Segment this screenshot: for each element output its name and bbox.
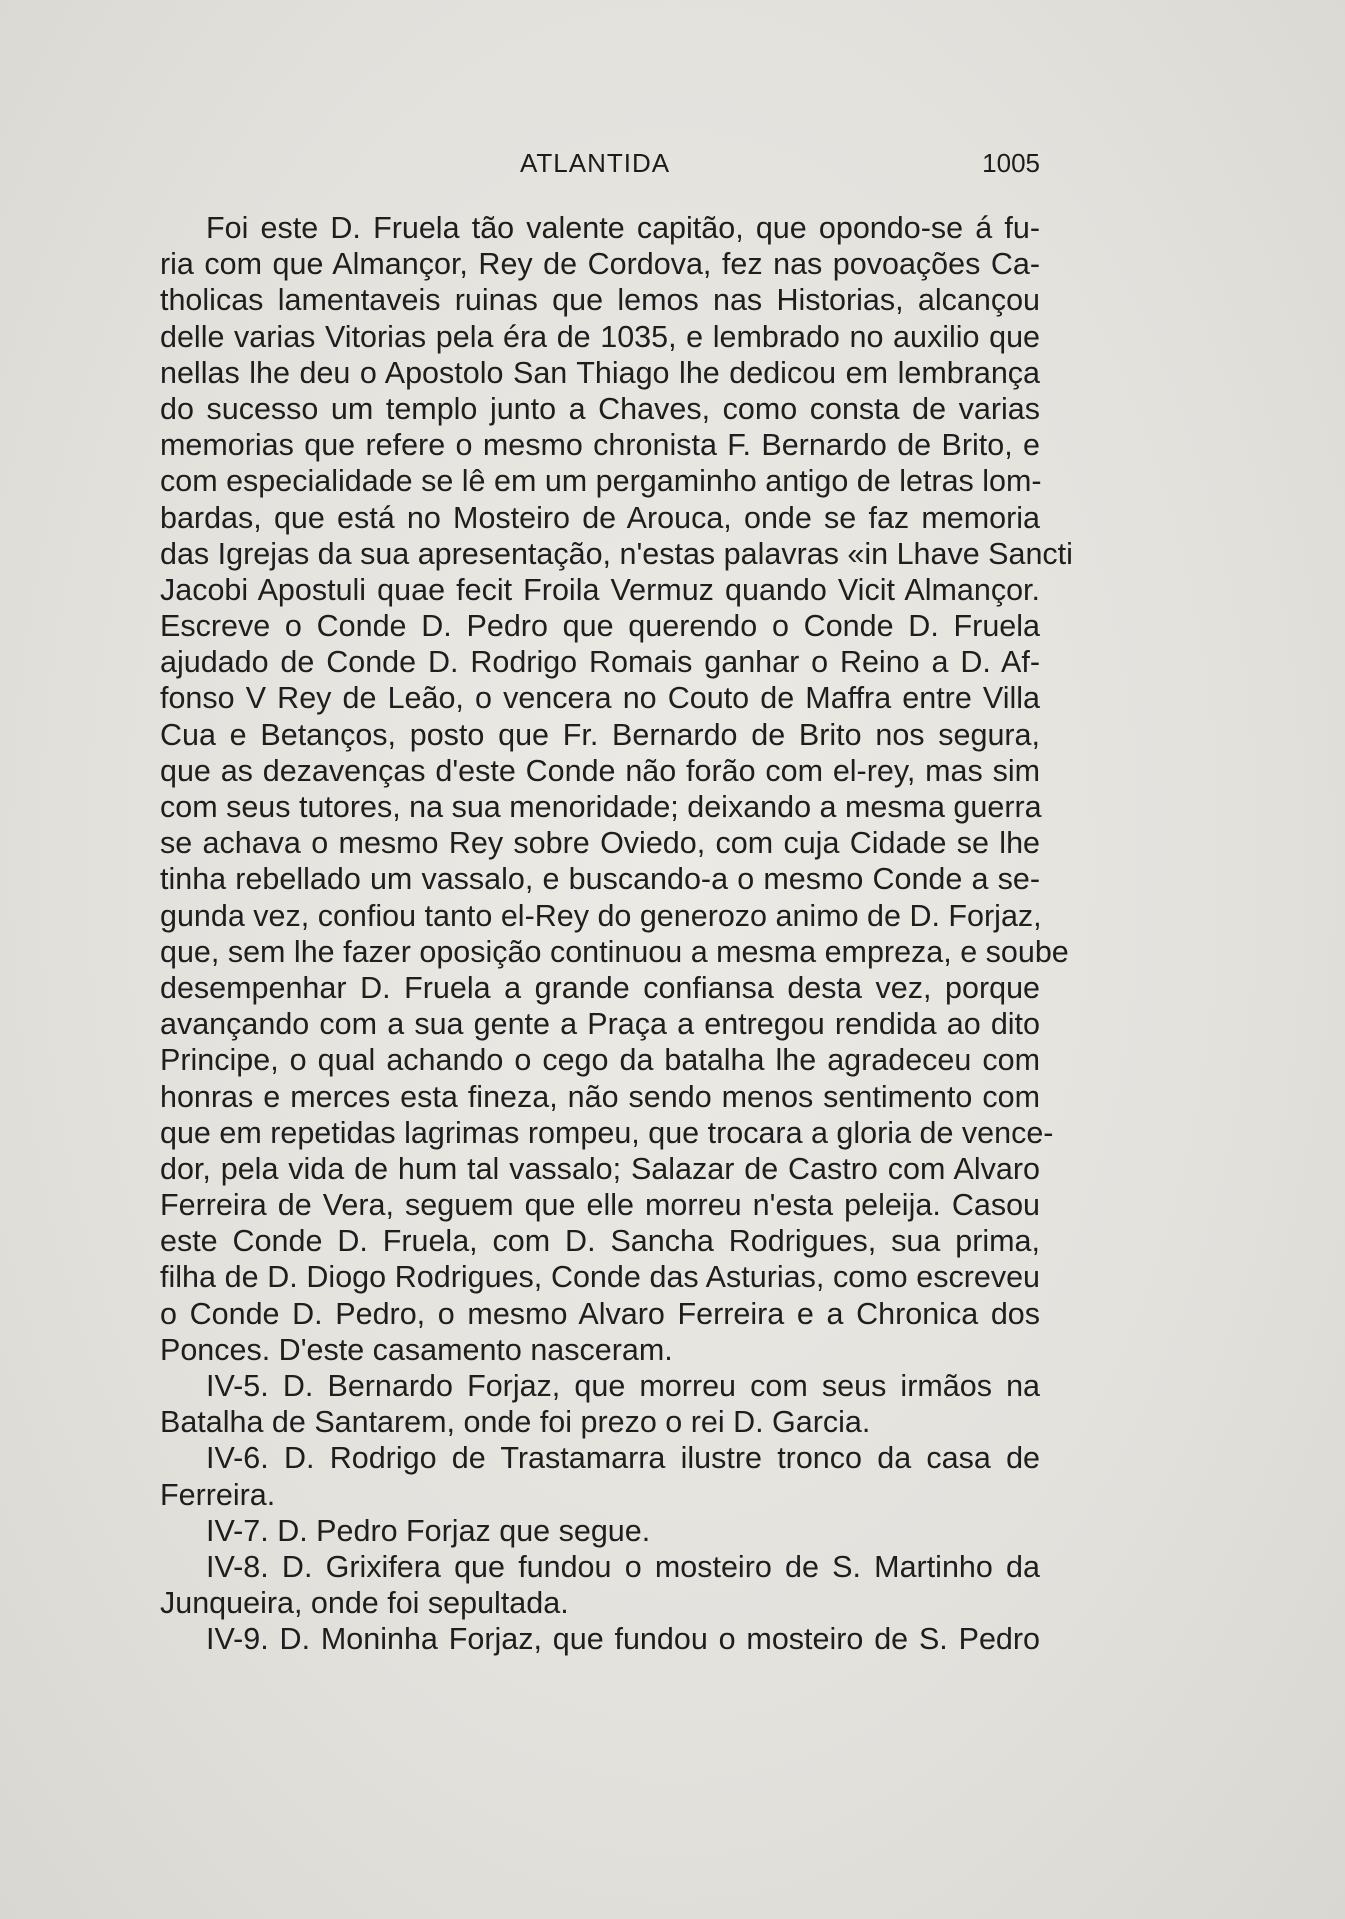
text-line: Junqueira, onde foi sepultada.: [160, 1586, 569, 1621]
text-line: desempenhar D. Fruela a grande confiansa desta vez, porque: [160, 970, 1040, 1005]
genealogy-entry: IV-8. D. Grixifera que fundou o mosteiro de S. Martinho da: [206, 1549, 1040, 1584]
text-line: que as dezavenças d'este Conde não forão com el-rey, mas sim: [160, 753, 1040, 788]
page-header: [160, 148, 1040, 188]
text-line: Ponces. D'este casamento nasceram.: [160, 1332, 673, 1367]
text-line: do sucesso um templo junto a Chaves, como consta de varias: [160, 391, 1040, 426]
page-number: 1005: [982, 148, 1040, 178]
text-line: Cua e Betanços, posto que Fr. Bernardo de Brito nos segura,: [160, 717, 1040, 752]
running-title: ATLANTIDA: [520, 148, 671, 178]
body-text: [160, 210, 1073, 1658]
text-line: Ferreira de Vera, seguem que elle morreu n'esta peleija. Casou: [160, 1188, 1040, 1223]
text-line: filha de D. Diogo Rodrigues, Conde das Asturias, como escreveu: [160, 1260, 1040, 1295]
text-line: que em repetidas lagrimas rompeu, que trocara a gloria de vence-: [160, 1115, 1054, 1150]
text-line: Ferreira.: [160, 1477, 276, 1512]
text-line: memorias que refere o mesmo chronista F. Bernardo de Brito, e: [160, 428, 1040, 463]
text-line: ajudado de Conde D. Rodrigo Romais ganhar o Reino a D. Af-: [160, 645, 1040, 680]
genealogy-entry: IV-7. D. Pedro Forjaz que segue.: [206, 1513, 651, 1548]
text-line: este Conde D. Fruela, com D. Sancha Rodrigues, sua prima,: [160, 1224, 1040, 1259]
text-line: Escreve o Conde D. Pedro que querendo o Conde D. Fruela: [160, 609, 1040, 644]
text-line: das Igrejas da sua apresentação, n'estas palavras «in Lhave Sancti: [160, 536, 1073, 571]
text-line: com seus tutores, na sua menoridade; deixando a mesma guerra: [160, 790, 1042, 824]
text-line: o Conde D. Pedro, o mesmo Alvaro Ferreira e a Chronica dos: [160, 1296, 1040, 1331]
genealogy-entry: IV-5. D. Bernardo Forjaz, que morreu com seus irmãos na: [206, 1369, 1040, 1403]
text-line: se achava o mesmo Rey sobre Oviedo, com cuja Cidade se lhe: [160, 826, 1040, 861]
genealogy-entry: IV-9. D. Moninha Forjaz, que fundou o mosteiro de S. Pedro: [206, 1622, 1040, 1657]
text-line: delle varias Vitorias pela éra de 1035, e lembrado no auxilio que: [160, 319, 1040, 354]
text-line: bardas, que está no Mosteiro de Arouca, onde se faz memoria: [160, 500, 1040, 535]
text-line: que, sem lhe fazer oposição continuou a mesma empreza, e soube: [160, 934, 1069, 969]
text-line: tholicas lamentaveis ruinas que lemos nas Historias, alcançou: [160, 283, 1040, 318]
text-line: avançando com a sua gente a Praça a entregou rendida ao dito: [160, 1007, 1040, 1042]
text-line: Batalha de Santarem, onde foi prezo o rei D. Garcia.: [160, 1405, 871, 1440]
genealogy-entry: IV-6. D. Rodrigo de Trastamarra ilustre tronco da casa de: [206, 1441, 1040, 1476]
text-line: Jacobi Apostuli quae fecit Froila Vermuz quando Vicit Almançor.: [160, 572, 1040, 607]
text-line: honras e merces esta fineza, não sendo menos sentimento com: [160, 1079, 1040, 1114]
text-line: tinha rebellado um vassalo, e buscando-a o mesmo Conde a se-: [160, 862, 1040, 897]
text-line: Principe, o qual achando o cego da batalha lhe agradeceu com: [160, 1043, 1040, 1078]
text-line: dor, pela vida de hum tal vassalo; Salazar de Castro com Alvaro: [160, 1151, 1040, 1186]
text-line: nellas lhe deu o Apostolo San Thiago lhe dedicou em lembrança: [160, 355, 1040, 390]
text-line: ria com que Almançor, Rey de Cordova, fez nas povoações Ca-: [160, 247, 1040, 282]
text-line: gunda vez, confiou tanto el-Rey do generozo animo de D. Forjaz,: [160, 898, 1042, 933]
text-line: Foi este D. Fruela tão valente capitão, que opondo-se á fu-: [206, 211, 1040, 245]
text-line: com especialidade se lê em um pergaminho antigo de letras lom-: [160, 464, 1042, 499]
text-line: fonso V Rey de Leão, o vencera no Couto de Maffra entre Villa: [160, 681, 1040, 716]
